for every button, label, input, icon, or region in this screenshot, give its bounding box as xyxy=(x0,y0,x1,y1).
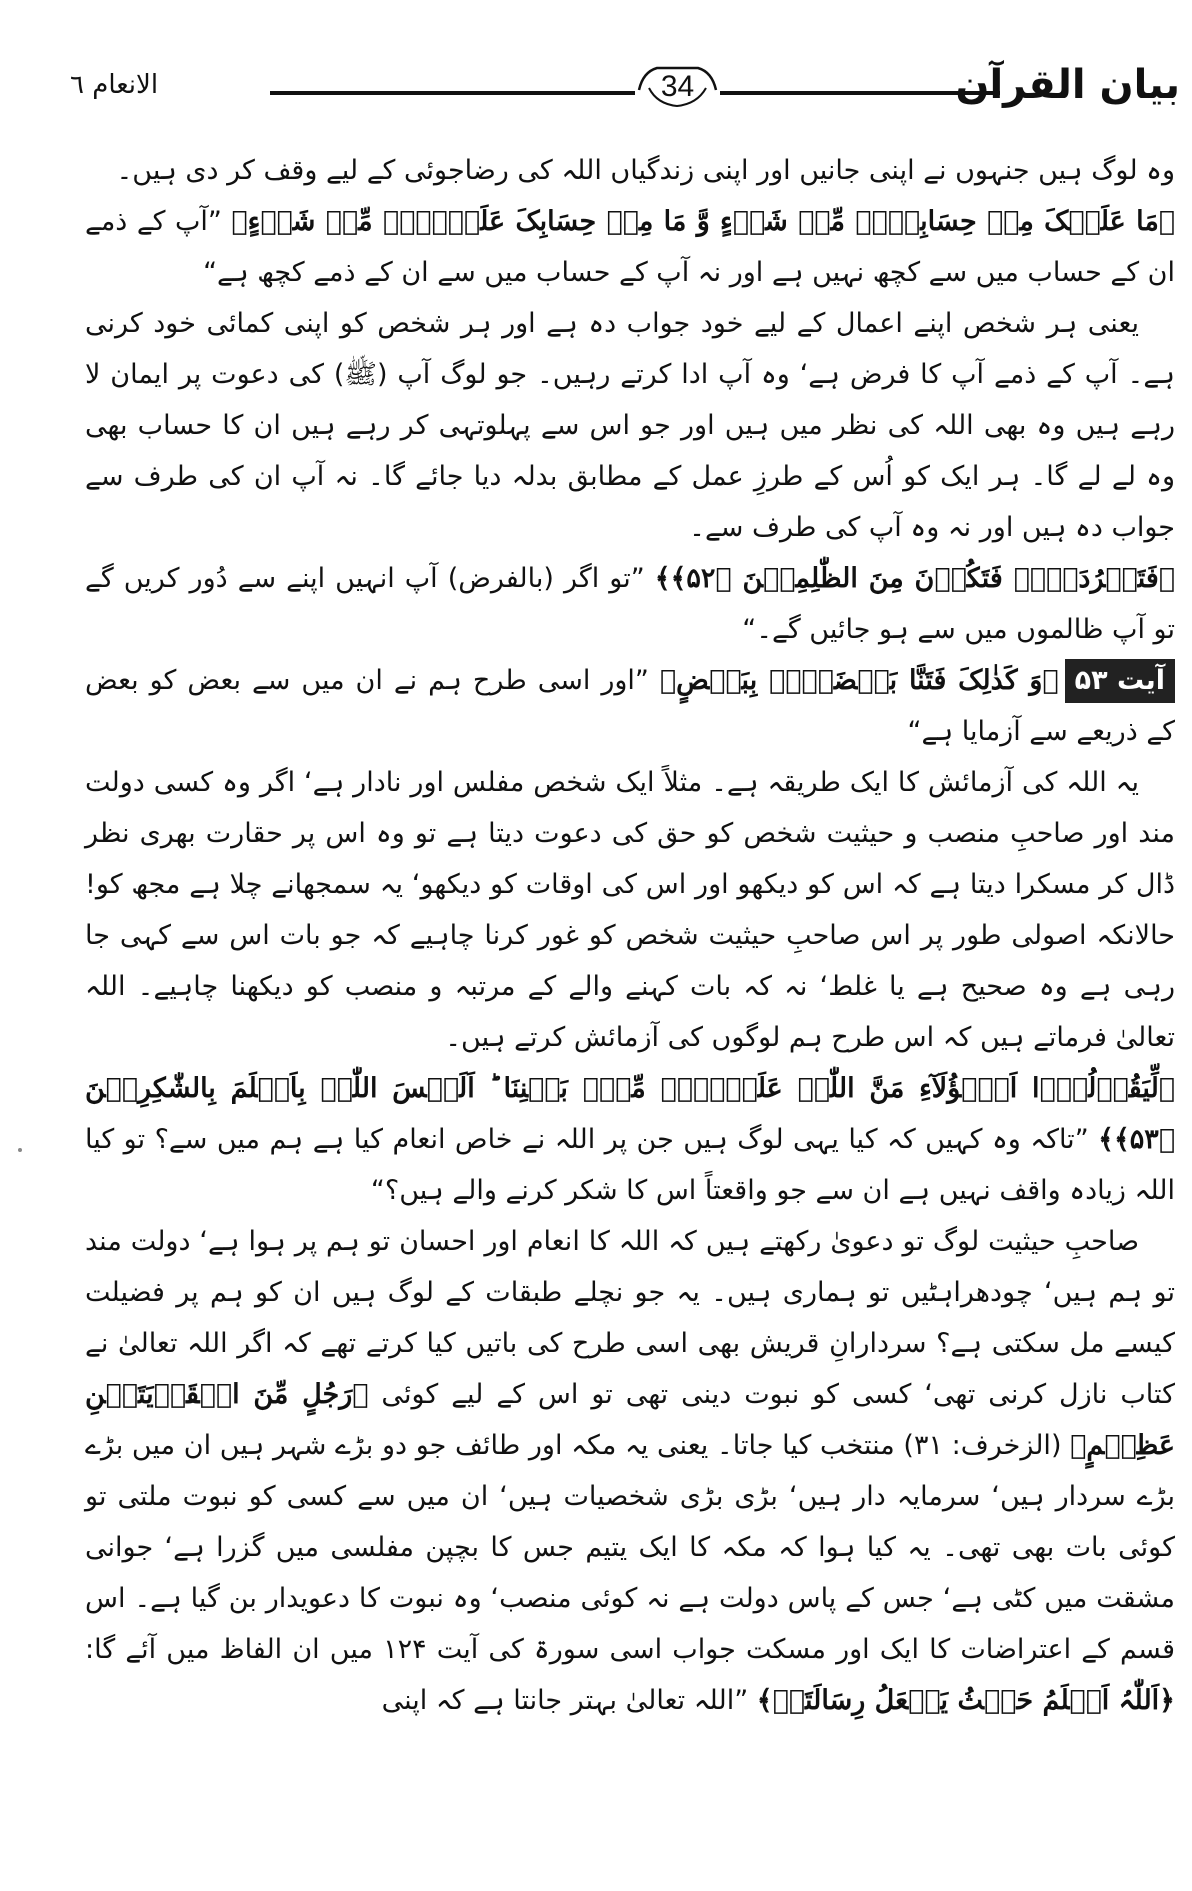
urdu-text: (الزخرف: ۳۱) منتخب کیا جاتا۔ یعنی یہ مکہ اور طائف جو دو بڑے شہر ہیں ان میں بڑے بڑے سردار ہیں‘ سرمایہ دار ہیں‘ بڑی بڑی شخصیات ہیں‘ ان میں سے کسی کو نبوت ملتی تو کوئی بات بھی تھی۔ یہ کیا ہوا کہ مکہ کا ایک یتیم جس کا بچپن مفلسی میں گزرا ہے‘ جوانی مشقت میں کٹی ہے‘ جس کے پاس دولت ہے نہ کوئی منصب‘ وہ نبوت کا دعویدار بن گیا ہے۔ اس قسم کے اعتراضات کا ایک اور مسکت جواب اسی سورۃ کی آیت ۱۲۴ میں ان الفاظ میں آئے گا: xyxy=(85,1430,1175,1665)
quranic-text: ﴿رَجُلٍ مِّنَ الۡقَرۡیَتَیۡنِ عَظِیۡمٍ﴾ xyxy=(85,1379,1176,1461)
quranic-text: ﴿اَللّٰہُ اَعۡلَمُ حَیۡثُ یَجۡعَلُ رِسَالَتَہٗ﴾ xyxy=(756,1685,1175,1716)
running-header xyxy=(70,42,1180,142)
quranic-text: ﴿وَ کَذٰلِکَ فَتَنَّا بَعۡضَہُمۡ بِبَعۡضٍ﴾ xyxy=(659,665,1059,696)
page-number-box xyxy=(635,60,720,112)
surah-name: الانعام ٦ xyxy=(70,70,159,100)
paragraph-p8 xyxy=(85,1216,1175,1726)
page-number: 34 xyxy=(660,70,695,103)
urdu-text: یہ اللہ کی آزمائش کا ایک طریقہ ہے۔ مثلاً ایک شخص مفلس اور نادار ہے‘ اگر وہ کسی دولت مند اور صاحبِ منصب و حیثیت شخص کو حق کی دعوت دیتا ہے تو وہ اس پر حقارت بھری نظر ڈال کر مسکرا دیتا ہے کہ اس کو دیکھو اور اس کی اوقات کو دیکھو‘ یہ سمجھانے چلا ہے مجھ کو! حالانکہ اصولی طور پر اس صاحبِ حیثیت شخص کو غور کرنا چاہیے کہ جو بات اس سے کہی جا رہی ہے وہ صحیح ہے یا غلط‘ نہ کہ بات کہنے والے کے مرتبہ و منصب کو دیکھنا چاہیے۔ اللہ تعالیٰ فرماتے ہیں کہ اس طرح ہم لوگوں کی آزمائش کرتے ہیں۔ xyxy=(85,767,1175,1053)
urdu-text: ”تو اگر (بالفرض) آپ انہیں اپنے سے دُور کریں گے تو آپ ظالموں میں سے ہو جائیں گے۔“ xyxy=(85,563,1175,645)
urdu-text: صاحبِ حیثیت لوگ تو دعویٰ رکھتے ہیں کہ اللہ کا انعام اور احسان تو ہم پر ہوا ہے‘ دولت مند تو ہم ہیں‘ چودھراہٹیں تو ہماری ہیں۔ یہ جو نچلے طبقات کے لوگ ہیں ان کو ہم پر فضیلت کیسے مل سکتی ہے؟ سردارانِ قریش بھی اسی طرح کی باتیں کیا کرتے تھے کہ اگر اللہ تعالیٰ نے کتاب نازل کرنی تھی‘ کسی کو نبوت دینی تھی تو اس کے لیے کوئی xyxy=(85,1226,1175,1410)
paragraph-p6 xyxy=(85,757,1175,1063)
urdu-text: وہ لوگ ہیں جنہوں نے اپنی جانیں اور اپنی زندگیاں اللہ کی رضاجوئی کے لیے وقف کر دی ہیں۔ xyxy=(116,155,1175,186)
urdu-text: یعنی ہر شخص اپنے اعمال کے لیے خود جواب دہ ہے اور ہر شخص کو اپنی کمائی خود کرنی ہے۔ آپ کے ذمے آپ کا فرض ہے‘ وہ آپ ادا کرتے رہیں۔ جو لوگ آپ (ﷺ) کی دعوت پر ایمان لا رہے ہیں وہ بھی اللہ کی نظر میں ہیں اور جو اس سے پہلوتہی کر رہے ہیں ان کا حساب بھی وہ لے لے گا۔ ہر ایک کو اُس کے طرزِ عمل کے مطابق بدلہ دیا جائے گا۔ نہ آپ ان کی طرف سے جواب دہ ہیں اور نہ وہ آپ کی طرف سے۔ xyxy=(85,308,1175,543)
paragraph-p3 xyxy=(85,298,1175,553)
paragraph-p5 xyxy=(85,655,1175,757)
book-title: بیان القرآن xyxy=(955,62,1180,108)
urdu-text: ”اللہ تعالیٰ بہتر جانتا ہے کہ اپنی xyxy=(381,1685,757,1716)
ayah-label: آیت ۵۳ xyxy=(1065,659,1175,703)
page-body xyxy=(85,145,1175,1726)
margin-speck xyxy=(18,1148,22,1152)
paragraph-p1 xyxy=(85,145,1175,196)
urdu-text: ”تاکہ وہ کہیں کہ کیا یہی لوگ ہیں جن پر اللہ نے خاص انعام کیا ہے ہم میں سے؟ تو کیا اللہ زیادہ واقف نہیں ہے ان سے جو واقعتاً اس کا شکر کرنے والے ہیں؟“ xyxy=(85,1124,1175,1206)
quranic-text: ﴿فَتَطۡرُدَہُمۡ فَتَکُوۡنَ مِنَ الظّٰلِمِیۡنَ ﴿۵۲﴾﴾ xyxy=(654,563,1175,594)
paragraph-p7 xyxy=(85,1063,1175,1216)
paragraph-p4 xyxy=(85,553,1175,655)
quranic-text: ﴿مَا عَلَیۡکَ مِنۡ حِسَابِہِمۡ مِّنۡ شَیۡءٍ وَّ مَا مِنۡ حِسَابِکَ عَلَیۡہِمۡ مِّنۡ شَیۡءٍ﴾ xyxy=(231,206,1175,237)
urdu-text: ”اور اسی طرح ہم نے ان میں سے بعض کو بعض کے ذریعے سے آزمایا ہے“ xyxy=(85,665,1175,747)
header-rule-left xyxy=(270,91,635,95)
quranic-text: ﴿لِّیَقُوۡلُوۡۤا اَہٰۤؤُلَآءِ مَنَّ اللّٰہُ عَلَیۡہِمۡ مِّنۡۢ بَیۡنِنَا ؕ اَلَیۡسَ اللّٰہُ بِاَعۡلَمَ بِالشّٰکِرِیۡنَ ﴿۵۳﴾﴾ xyxy=(85,1073,1176,1155)
urdu-text: ”آپ کے ذمے ان کے حساب میں سے کچھ نہیں ہے اور نہ آپ کے حساب میں سے ان کے ذمے کچھ ہے“ xyxy=(85,206,1175,288)
paragraph-p2 xyxy=(85,196,1175,298)
